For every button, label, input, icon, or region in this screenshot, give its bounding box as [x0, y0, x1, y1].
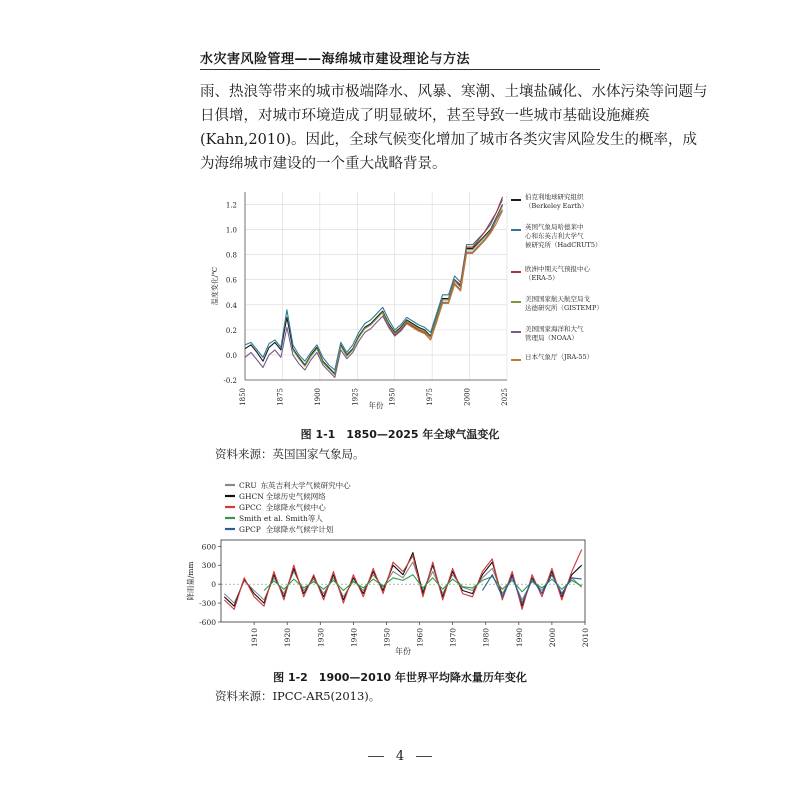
- legend-label-5: 日本气象厅（JRA-55）: [525, 353, 594, 361]
- legend-label-1: 英国气象局哈德莱中: [525, 223, 584, 231]
- y-tick-label: 1.2: [225, 201, 237, 210]
- x-tick-label: 2025: [501, 388, 509, 406]
- x-tick-label: 1990: [514, 628, 524, 648]
- legend-label-1: 候研究所（HadCRUT5）: [525, 241, 602, 249]
- paragraph-line-3: (Kahn,2010)。因此，全球气候变化增加了城市各类灾害风险发生的概率，成: [200, 132, 697, 148]
- figure-1-source: 资料来源：英国国家气象局。: [215, 447, 365, 461]
- y-tick-label: 600: [201, 542, 216, 552]
- page-footer: [0, 749, 800, 764]
- y-tick-label: 0.4: [225, 301, 237, 310]
- figure-1-caption: 图 1-1 1850—2025 年全球气温变化: [300, 428, 500, 441]
- paragraph-line-2: 日俱增，对城市环境造成了明显破坏，甚至导致一些城市基础设施瘫痪: [200, 108, 650, 124]
- x-tick-label: 2000: [463, 388, 472, 406]
- x-tick-label: 1920: [283, 628, 293, 648]
- y-tick-label: 0.0: [225, 351, 237, 360]
- precipitation-chart: [185, 476, 605, 658]
- x-tick-label: 1900: [313, 388, 322, 406]
- legend-label-2: （ERA-5）: [525, 274, 559, 282]
- x-axis-label: 年份: [368, 401, 384, 410]
- legend-label-3: 达德研究所（GISTEMP）: [525, 304, 603, 312]
- legend-name-0: CRU: [239, 481, 257, 490]
- x-tick-label: 1975: [426, 388, 435, 406]
- y-tick-label: 300: [201, 561, 216, 571]
- paragraph-line-4: 为海绵城市建设的一个重大战略背景。: [200, 156, 447, 172]
- y-tick-label: -600: [199, 618, 216, 627]
- series-line-5: [407, 211, 503, 340]
- series-line-1: [224, 553, 581, 607]
- x-tick-label: 1875: [276, 388, 285, 406]
- x-tick-label: 1930: [316, 628, 326, 648]
- legend-label-2: 欧洲中期天气预报中心: [525, 265, 590, 273]
- y-tick-label: 0: [211, 580, 216, 590]
- x-tick-label: 1850: [239, 388, 247, 406]
- x-tick-label: 1925: [351, 388, 360, 406]
- y-tick-label: 1.0: [225, 226, 237, 235]
- x-tick-label: 1980: [481, 628, 491, 648]
- x-tick-label: 1970: [448, 628, 458, 648]
- legend-name-4: GPCP: [239, 525, 261, 534]
- header-rule: [200, 69, 600, 70]
- series-line-2: [383, 197, 503, 337]
- x-tick-label: 2010: [581, 628, 590, 648]
- y-axis-label: 温度变化/℃: [211, 266, 219, 306]
- legend-name-3: Smith et al. Smith等人: [239, 514, 323, 523]
- y-axis-label: 降雨量/mm: [186, 561, 195, 601]
- legend-name-1: GHCN: [239, 492, 264, 501]
- figure-2-caption: 图 1-2 1900—2010 年世界平均降水量历年变化: [273, 671, 527, 684]
- page-number: 4: [395, 749, 405, 764]
- legend-label-1: 心和东英吉利大学气: [525, 232, 584, 240]
- footer-dash-right: [416, 756, 432, 757]
- y-tick-label: 0.6: [225, 276, 237, 285]
- x-tick-label: 2000: [547, 628, 557, 648]
- x-tick-label: 1910: [250, 628, 260, 648]
- paragraph-line-1: 雨、热浪等带来的城市极端降水、风暴、寒潮、土壤盐碱化、水体污染等问题与: [200, 84, 708, 100]
- legend-label-0: （Berkeley Earth）: [525, 202, 588, 210]
- legend-desc-2: 全球降水气候中心: [265, 503, 326, 512]
- footer-dash-left: [368, 756, 384, 757]
- legend-label-4: 管理局（NOAA）: [525, 334, 578, 342]
- series-line-3: [293, 206, 503, 375]
- legend-desc-1: 全球历史气候网络: [265, 492, 326, 501]
- legend-desc-4: 全球降水气候学计划: [265, 525, 334, 534]
- figure-2-source: 资料来源：IPCC-AR5(2013)。: [215, 689, 381, 703]
- y-tick-label: -300: [199, 599, 216, 609]
- x-tick-label: 1950: [388, 388, 397, 406]
- legend-label-4: 美国国家海洋和大气: [525, 325, 584, 333]
- series-line-2: [224, 550, 581, 610]
- legend-label-0: 伯克利地球研究组织: [525, 193, 584, 201]
- x-tick-label: 1960: [415, 628, 425, 648]
- y-tick-label: 0.8: [225, 251, 237, 260]
- series-line-4: [245, 210, 503, 378]
- legend-name-2: GPCC: [239, 503, 262, 512]
- legend-label-3: 美国国家航天航空局戈: [525, 295, 590, 303]
- x-tick-label: 1950: [382, 628, 392, 648]
- x-axis-label: 年份: [395, 647, 411, 656]
- y-tick-label: -0.2: [223, 377, 237, 385]
- y-tick-label: 0.2: [225, 326, 237, 335]
- x-tick-label: 1940: [349, 628, 359, 648]
- temperature-chart: [195, 182, 615, 410]
- legend-desc-0: 东英吉利大学气候研究中心: [260, 481, 351, 490]
- running-header: 水灾害风险管理——海绵城市建设理论与方法: [200, 52, 471, 67]
